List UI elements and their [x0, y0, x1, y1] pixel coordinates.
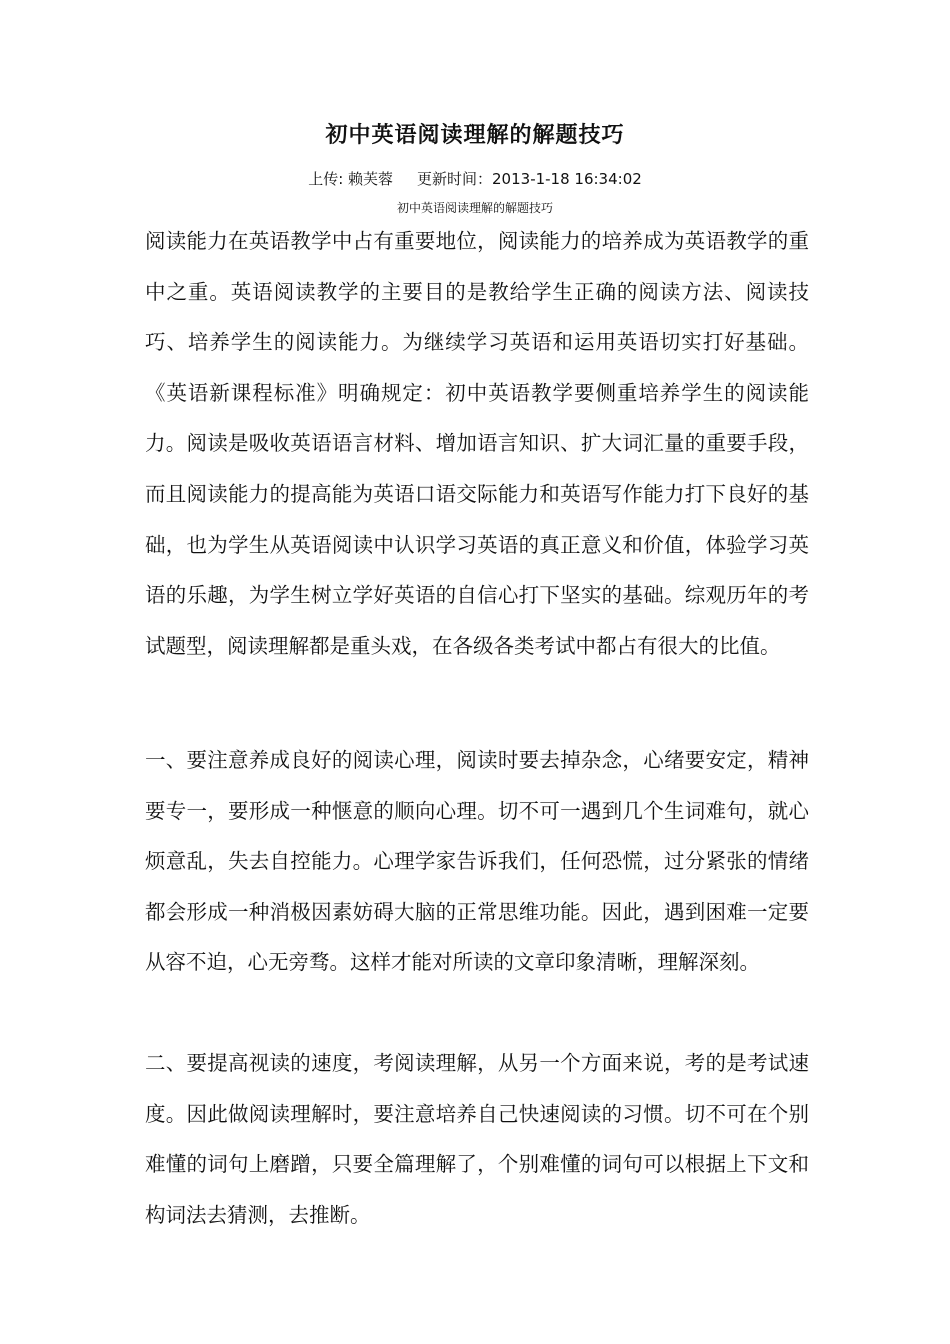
document-meta [0, 168, 950, 190]
paragraph-intro: 阅读能力在英语教学中占有重要地位，阅读能力的培养成为英语教学的重中之重。英语阅读教学的主要目的是教给学生正确的阅读方法、阅读技巧、培养学生的阅读能力。为继续学习英语和运用英语切实打好基础。《英语新课程标准》明确规定：初中英语教学要侧重培养学生的阅读能力。阅读是吸收英语语言材料、增加语言知识、扩大词汇量的重要手段，而且阅读能力的提高能为英语口语交际能力和英语写作能力打下良好的基础，也为学生从英语阅读中认识学习英语的真正意义和价值，体验学习英语的乐趣，为学生树立学好英语的自信心打下坚实的基础。综观历年的考试题型，阅读理解都是重头戏，在各级各类考试中都占有很大的比值。 [145, 229, 809, 658]
uploader-label: 上传: 赖芙蓉 [308, 170, 394, 188]
paragraph-tip-one: 一、要注意养成良好的阅读心理，阅读时要去掉杂念，心绪要安定，精神要专一，要形成一种惬意的顺向心理。切不可一遇到几个生词难句，就心烦意乱，失去自控能力。心理学家告诉我们，任何恐慌，过分紧张的情绪都会形成一种消极因素妨碍大脑的正常思维功能。因此，遇到困难一定要从容不迫，心无旁骛。这样才能对所读的文章印象清晰，理解深刻。 [145, 748, 809, 975]
update-time: 更新时间：2013-1-18 16:34:02 [417, 170, 642, 188]
paragraph-tip-two: 二、要提高视读的速度，考阅读理解，从另一个方面来说，考的是考试速度。因此做阅读理解时，要注意培养自己快速阅读的习惯。切不可在个别难懂的词句上磨蹭，只要全篇理解了，个别难懂的词句可以根据上下文和构词法去猜测，去推断。 [145, 1051, 809, 1227]
document-subtitle: 初中英语阅读理解的解题技巧 [396, 201, 553, 215]
document-title: 初中英语阅读理解的解题技巧 [325, 122, 625, 148]
